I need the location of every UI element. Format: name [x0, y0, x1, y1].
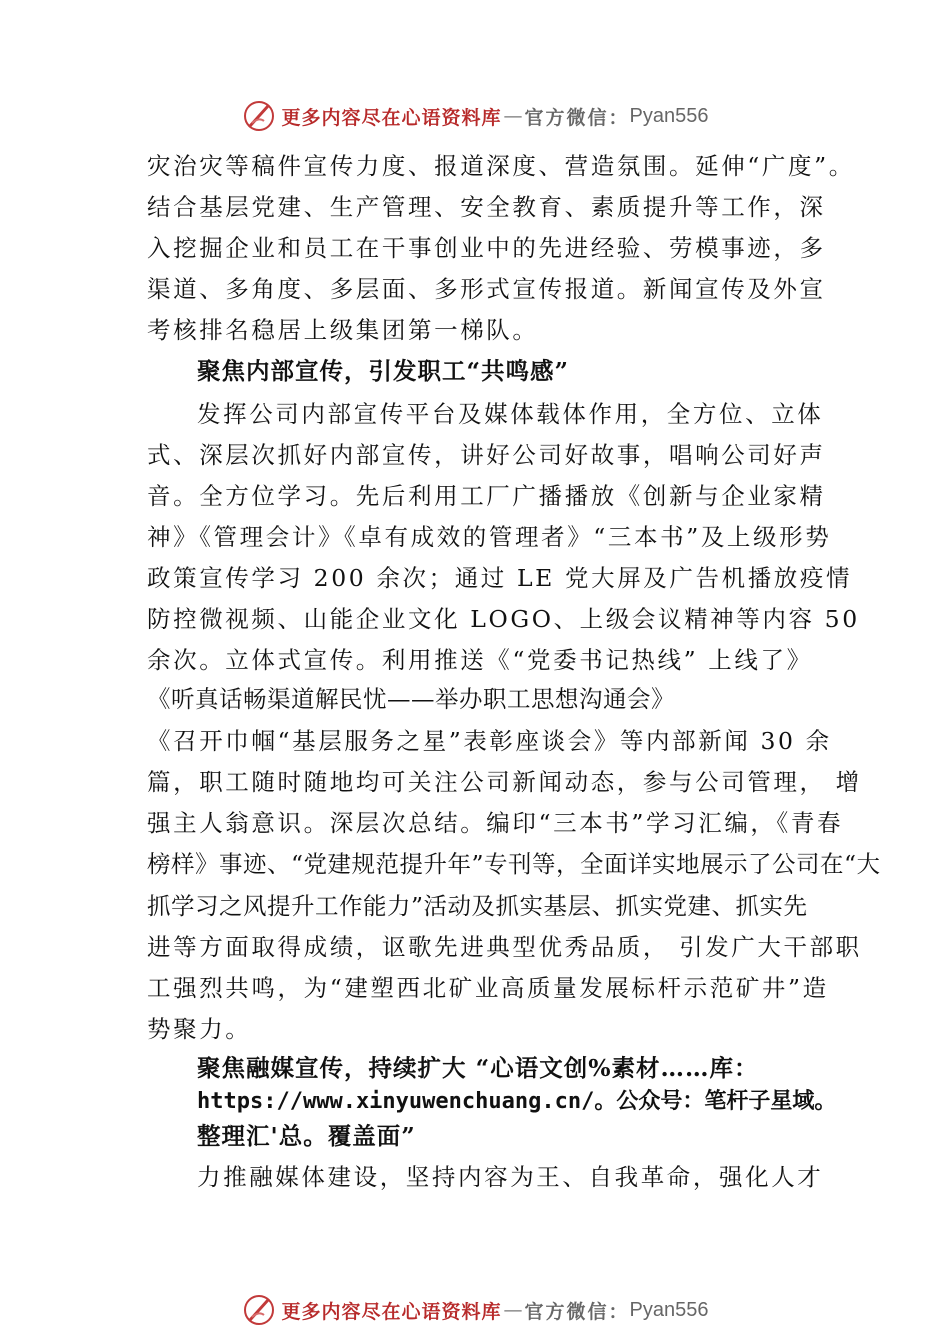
- header-wechat-id: Pyan556: [629, 104, 709, 127]
- header-banner: [0, 96, 950, 136]
- body-line: 音。全方位学习。先后利用工厂广播播放《创新与企业家精: [147, 482, 826, 510]
- footer-separator: —: [503, 1299, 523, 1321]
- section-heading-url: https://www.xinyuwenchuang.cn/。公众号：笔杆子星域。: [197, 1089, 837, 1114]
- footer-wechat-id: Pyan556: [629, 1298, 709, 1321]
- body-line: 式、深层次抓好内部宣传，讲好公司好故事，唱响公司好声: [147, 441, 826, 469]
- body-line: 渠道、多角度、多层面、多形式宣传报道。新闻宣传及外宣: [147, 275, 826, 303]
- body-line: 余次。立体式宣传。利用推送《“党委书记热线” 上线了》: [147, 646, 813, 674]
- section-heading: 聚焦内部宣传，引发职工“共鸣感”: [197, 357, 570, 385]
- section-heading: 聚焦融媒宣传，持续扩大 “心语文创%素材……库：: [197, 1054, 759, 1082]
- footer-wechat-label: 官方微信：: [524, 1300, 630, 1323]
- header-separator: —: [503, 105, 523, 127]
- body-line: 防控微视频、山能企业文化 LOGO、上级会议精神等内容 50: [147, 605, 860, 633]
- body-line: 强主人翁意识。深层次总结。编印“三本书”学习汇编，《青春: [147, 809, 844, 837]
- footer-banner: [0, 1290, 950, 1330]
- body-line: 榜样》事迹、“党建规范提升年”专刊等，全面详实地展示了公司在“大: [147, 850, 881, 878]
- body-line: 篇，职工随时随地均可关注公司新闻动态，参与公司管理， 增: [147, 768, 862, 796]
- header-wechat-label: 官方微信：: [524, 106, 630, 129]
- body-line: 力推融媒体建设，坚持内容为王、自我革命，强化人才: [197, 1163, 824, 1191]
- body-line: 工强烈共鸣，为“建塑西北矿业高质量发展标杆示范矿井”造: [147, 974, 829, 1002]
- body-line: 考核排名稳居上级集团第一梯队。: [147, 316, 539, 344]
- body-line: 抓学习之风提升工作能力”活动及抓实基层、抓实党建、抓实先: [147, 892, 808, 920]
- body-line: 神》《管理会计》《卓有成效的管理者》“三本书”及上级形势: [147, 523, 832, 551]
- body-line: 《召开巾帼“基层服务之星”表彰座谈会》等内部新闻 30 余: [147, 727, 832, 755]
- pen-logo-icon: [242, 99, 276, 133]
- body-line: 发挥公司内部宣传平台及媒体载体作用，全方位、立体: [197, 400, 824, 428]
- body-line: 灾治灾等稿件宣传力度、报道深度、营造氛围。延伸“广度”。: [147, 152, 855, 180]
- section-heading: 整理汇'总。覆盖面”: [197, 1122, 416, 1150]
- body-line: 《听真话畅渠道解民忧——举办职工思想沟通会》: [147, 685, 675, 713]
- body-line: 势聚力。: [147, 1015, 252, 1043]
- header-brand: 更多内容尽在心语资料库: [281, 106, 502, 129]
- body-line: 入挖掘企业和员工在干事创业中的先进经验、劳模事迹，多: [147, 234, 826, 262]
- footer-brand: 更多内容尽在心语资料库: [281, 1300, 502, 1323]
- body-line: 政策宣传学习 200 余次；通过 LE 党大屏及广告机播放疫情: [147, 564, 853, 592]
- body-line: 结合基层党建、生产管理、安全教育、素质提升等工作，深: [147, 193, 826, 221]
- body-line: 进等方面取得成绩，讴歌先进典型优秀品质， 引发广大干部职: [147, 933, 862, 961]
- pen-logo-icon: [242, 1293, 276, 1327]
